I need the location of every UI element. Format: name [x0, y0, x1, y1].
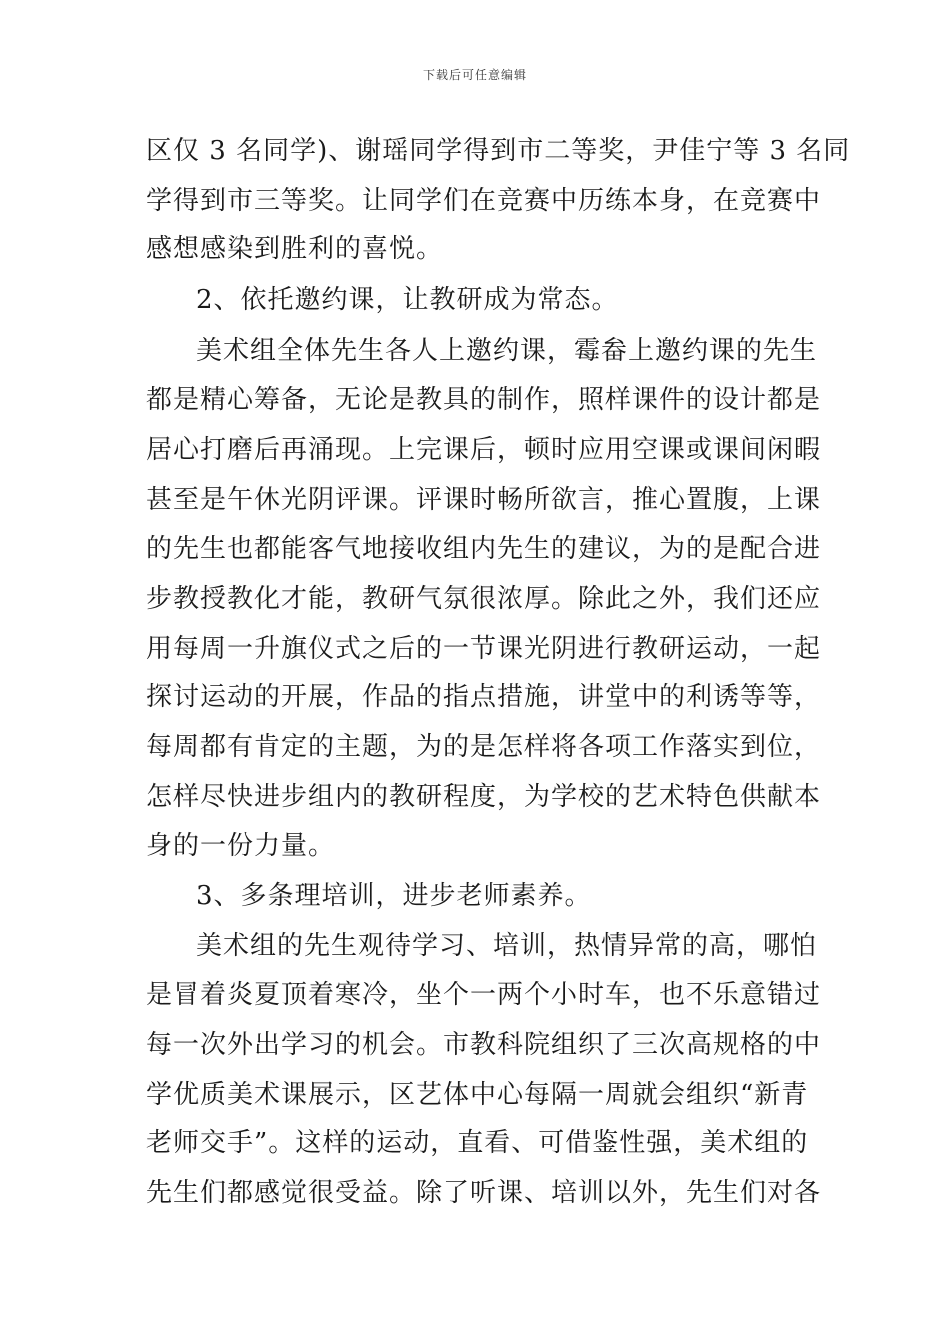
body-line: 区仅 3 名同学)、谢瑶同学得到市二等奖，尹佳宁等 3 名同	[146, 136, 851, 166]
body-line: 居心打磨后再涌现。上完课后，顿时应用空课或课间闲暇	[146, 435, 822, 465]
section-heading: 2、依托邀约课，让教研成为常态。	[196, 285, 619, 315]
body-line: 美术组的先生观待学习、培训，热情异常的高，哪怕	[196, 931, 818, 961]
body-line: 每一次外出学习的机会。市教科院组织了三次高规格的中	[146, 1030, 822, 1060]
body-line: 老师交手”。这样的运动，直看、可借鉴性强，美术组的	[146, 1128, 809, 1158]
body-line: 用每周一升旗仪式之后的一节课光阴进行教研运动，一起	[146, 634, 822, 664]
body-line: 是冒着炎夏顶着寒冷，坐个一两个小时车，也不乐意错过	[146, 980, 822, 1010]
body-line: 身的一份力量。	[146, 831, 336, 861]
section-heading: 3、多条理培训，进步老师素养。	[196, 881, 592, 911]
body-line: 学优质美术课展示，区艺体中心每隔一周就会组织“新青	[146, 1080, 809, 1110]
body-line: 先生们都感觉很受益。除了听课、培训以外，先生们对各	[146, 1178, 822, 1208]
body-line: 甚至是午休光阴评课。评课时畅所欲言，推心置腹，上课	[146, 485, 822, 515]
body-line: 步教授教化才能，教研气氛很浓厚。除此之外，我们还应	[146, 584, 822, 614]
body-line: 的先生也都能客气地接收组内先生的建议，为的是配合进	[146, 534, 822, 564]
body-line: 怎样尽快进步组内的教研程度，为学校的艺术特色供献本	[146, 782, 822, 812]
body-line: 每周都有肯定的主题，为的是怎样将各项工作落实到位，	[146, 732, 822, 762]
body-line: 探讨运动的开展，作品的指点措施，讲堂中的利诱等等，	[146, 682, 822, 712]
body-line: 学得到市三等奖。让同学们在竞赛中历练本身，在竞赛中	[146, 186, 822, 216]
body-line: 美术组全体先生各人上邀约课，霉畚上邀约课的先生	[196, 336, 818, 366]
body-line: 都是精心筹备，无论是教具的制作，照样课件的设计都是	[146, 385, 822, 415]
body-line: 感想感染到胜利的喜悦。	[146, 234, 444, 264]
header-note: 下载后可任意编辑	[422, 68, 527, 82]
